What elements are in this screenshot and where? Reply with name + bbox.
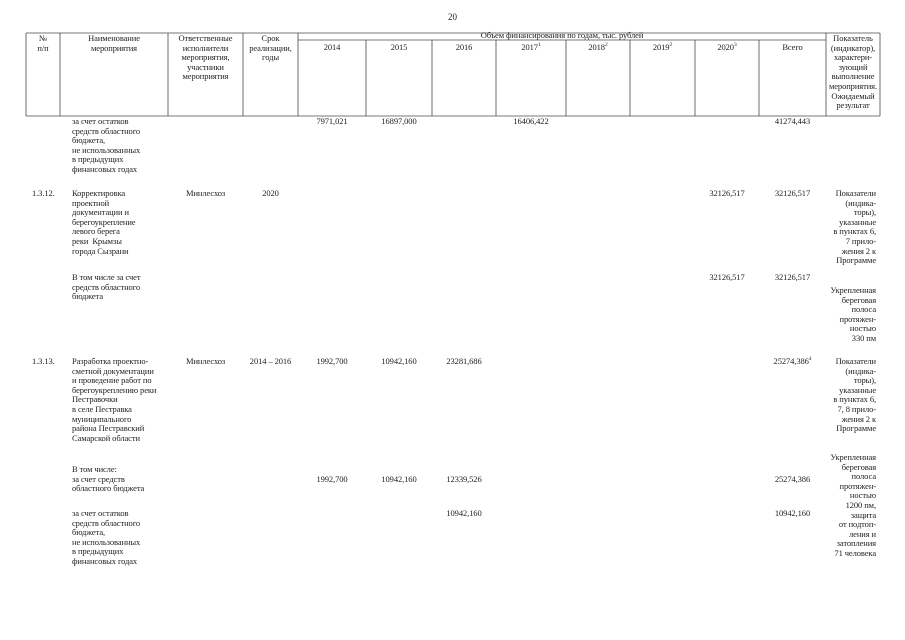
row-1-3-13-indicator: Показатели (индика- торы), указанные в пунктах 6, 7, 8 прило- жения 2 к Программе [833, 356, 876, 434]
year-2019-label: 2019 [652, 42, 670, 52]
header-no: № п/п [37, 33, 49, 53]
row-1-3-13-sub-2014: 1992,700 [316, 474, 348, 484]
row-1-3-12-2020: 32126,517 [709, 188, 745, 198]
block-a-name: за счет остатков средств областного бюджета, не использованных в предыдущих финансовых годах [72, 116, 141, 174]
row-1-3-13-total-footnote: 4 [808, 356, 812, 362]
header-year-2018 [566, 43, 630, 53]
year-2017-footnote: 1 [537, 42, 541, 48]
row-1-3-12-indicator: Показатели (индика- торы), указанные в пунктах 6, 7 прило- жения 2 к Программе [833, 188, 876, 266]
row-1-3-13-2016: 23281,686 [446, 356, 482, 366]
year-2018-label: 2018 [588, 42, 605, 52]
row-1-3-12-period: 2020 [262, 188, 279, 198]
row-1-3-12-name: Корректировка проектной документации и берегоукрепление левого берега реки Крымзы города Сызрани [72, 188, 136, 256]
header-period: Срок реализации, годы [249, 33, 292, 63]
row-1-3-13-sub-total: 25274,386 [774, 474, 811, 484]
row-1-3-13-sub-2015: 10942,160 [381, 474, 417, 484]
row-1-3-13-name: Разработка проектно- сметной документации и проведение работ по берегоукреплению реки Пестравочки в селе Пестравка муниципального района Пестравский Самарской области [72, 356, 157, 443]
row-1-3-13-period: 2014 – 2016 [249, 356, 292, 366]
header-year-2019 [630, 43, 695, 53]
row-1-3-13-2014: 1992,700 [316, 356, 348, 366]
header-indicator: Показатель (индикатор), характери- зующий выполнение мероприятия. Ожидаемый результат [828, 33, 877, 111]
year-2019-footnote: 2 [669, 42, 673, 48]
row-1-3-12-executor: Минлесхоз [186, 188, 226, 198]
row-1-3-13-result: Укрепленная береговая полоса протяжен- ностью 1200 пм, защита от подтоп- ления и затопления 71 человека [830, 452, 876, 558]
row-1-3-13-total [759, 357, 826, 367]
row-1-3-13-sub2-total: 10942,160 [774, 508, 811, 518]
row-1-3-12-result: Укрепленная береговая полоса протяжен- ностью 330 пм [830, 285, 876, 343]
row-1-3-12-sub-name: В том числе за счет средств областного бюджета [72, 272, 141, 302]
year-2020-footnote: 3 [733, 42, 737, 48]
header-total: Всего [782, 42, 803, 52]
row-1-3-13-executor: Минлесхоз [186, 356, 226, 366]
header-year-2017 [496, 43, 566, 53]
row-1-3-12-total: 32126,517 [774, 188, 811, 198]
row-1-3-13-number: 1.3.13. [32, 356, 55, 366]
block-a-2015: 16897,000 [381, 116, 417, 126]
block-a-2017: 16406,422 [513, 116, 549, 126]
row-1-3-13-sub2-name: за счет остатков средств областного бюджета, не использованных в предыдущих финансовых годах [72, 508, 141, 566]
block-a-2014: 7971,021 [316, 116, 348, 126]
row-1-3-13-total-value: 25274,386 [773, 356, 809, 366]
page-number: 20 [448, 12, 457, 22]
header-year-2014: 2014 [323, 42, 341, 52]
row-1-3-12-sub-total: 32126,517 [774, 272, 811, 282]
header-executors: Ответственные исполнители мероприятия, участники мероприятия [178, 33, 233, 82]
year-2017-label: 2017 [521, 42, 538, 52]
header-year-2020 [695, 43, 759, 53]
year-2020-label: 2020 [717, 42, 734, 52]
header-year-2016: 2016 [455, 42, 473, 52]
row-1-3-13-sub-2016: 12339,526 [446, 474, 482, 484]
row-1-3-13-sub2-2016: 10942,160 [446, 508, 482, 518]
row-1-3-12-sub-2020: 32126,517 [709, 272, 745, 282]
year-2018-footnote: 2 [604, 42, 608, 48]
header-financing-title: Объем финансирования по годам, тыс. рублей [480, 30, 644, 40]
row-1-3-12-number: 1.3.12. [32, 188, 55, 198]
header-name: Наименование мероприятия [88, 33, 140, 53]
header-year-2015: 2015 [390, 42, 408, 52]
row-1-3-13-2015: 10942,160 [381, 356, 417, 366]
block-a-total: 41274,443 [774, 116, 811, 126]
row-1-3-13-sub-name: В том числе: за счет средств областного бюджета [72, 464, 145, 494]
